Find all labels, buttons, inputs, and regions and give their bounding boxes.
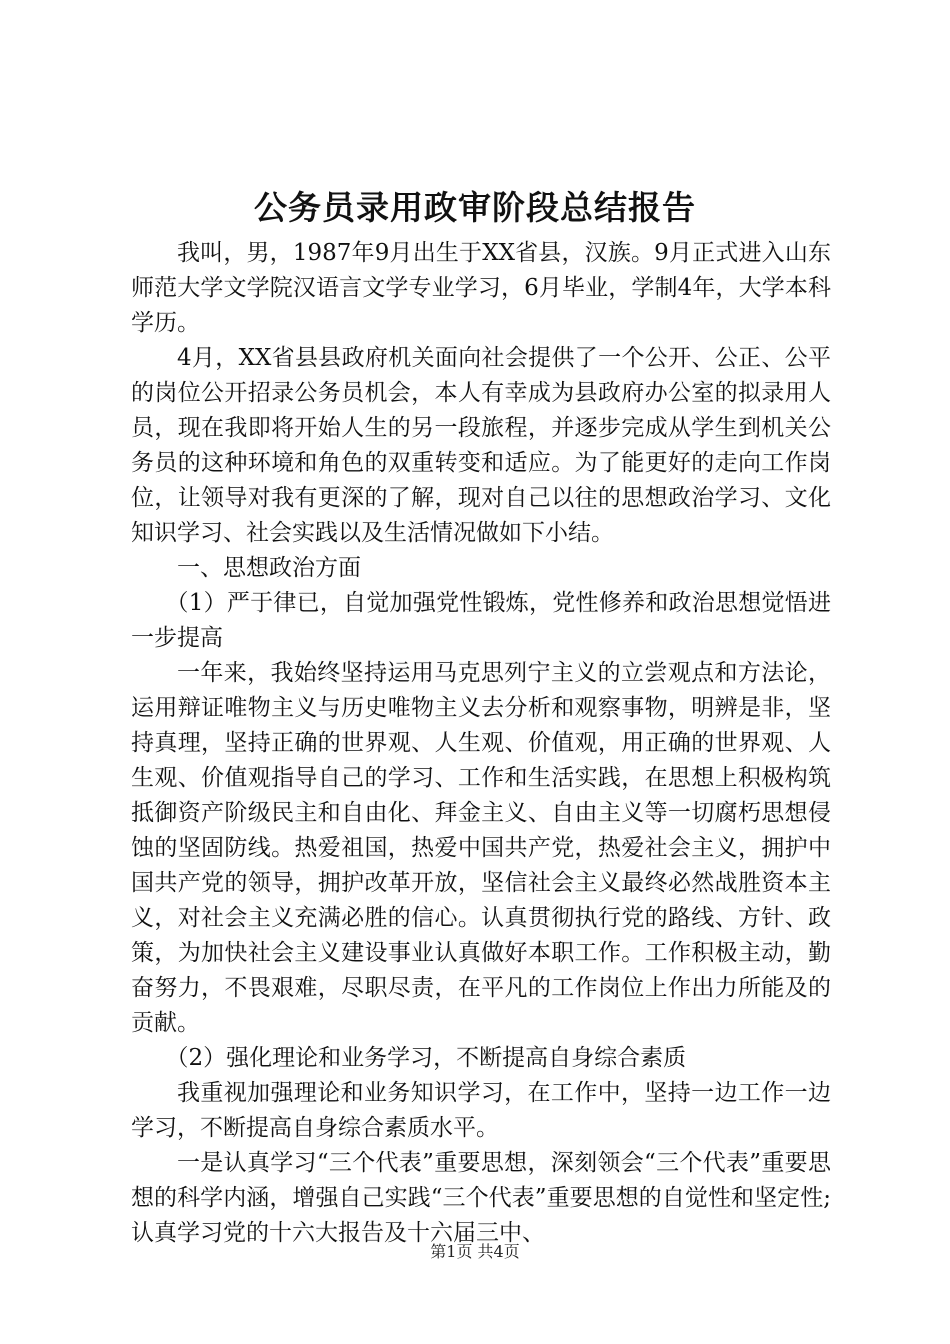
- paragraph-intro: 我叫，男，1987年9月出生于XX省县，汉族。9月正式进入山东师范大学文学院汉语言文学专业学习，6月毕业，学制4年，大学本科学历。: [131, 240, 831, 336]
- paragraph-ideology: 一年来，我始终坚持运用马克思列宁主义的立尝观点和方法论，运用辩证唯物主义与历史唯物主义去分析和观察事物，明辨是非，坚持真理，坚持正确的世界观、人生观、价值观，用正确的世界观、人生观、价值观指导自己的学习、工作和生活实践，在思想上积极构筑抵御资产阶级民主和自由化、拜金主义、自由主义等一切腐朽思想侵蚀的坚固防线。热爱祖国，热爱中国共产党，热爱社会主义，拥护中国共产党的领导，拥护改革开放，坚信社会主义最终必然战胜资本主义，对社会主义充满必胜的信心。认真贯彻执行党的路线、方针、政策，为加快社会主义建设事业认真做好本职工作。工作积极主动，勤奋努力，不畏艰难，尽职尽责，在平凡的工作岗位上作出力所能及的贡献。: [131, 660, 831, 1036]
- section-heading: 一、思想政治方面: [177, 555, 361, 581]
- document-body: [131, 236, 831, 1251]
- paragraph-theory: 一是认真学习“三个代表”重要思想，深刻领会“三个代表”重要思想的科学内涵，增强自己实践“三个代表”重要思想的自觉性和坚定性;认真学习党的十六大报告及十六届三中、: [131, 1150, 831, 1246]
- paragraph-study: 我重视加强理论和业务知识学习，在工作中，坚持一边工作一边学习，不断提高自身综合素质水平。: [131, 1080, 831, 1141]
- document-title: 公务员录用政审阶段总结报告: [254, 188, 696, 227]
- subsection-heading: （2）强化理论和业务学习，不断提高自身综合素质: [165, 1045, 687, 1071]
- paragraph-background: 4月，XX省县县政府机关面向社会提供了一个公开、公正、公平的岗位公开招录公务员机会，本人有幸成为县政府办公室的拟录用人员，现在我即将开始人生的另一段旅程，并逐步完成从学生到机关公务员的这种环境和角色的双重转变和适应。为了能更好的走向工作岗位，让领导对我有更深的了解，现对自己以往的思想政治学习、文化知识学习、社会实践以及生活情况做如下小结。: [131, 345, 831, 546]
- subsection-heading: （1）严于律已，自觉加强党性锻炼，党性修养和政治思想觉悟进一步提高: [131, 590, 831, 651]
- page-number: 第1页 共4页: [430, 1242, 520, 1261]
